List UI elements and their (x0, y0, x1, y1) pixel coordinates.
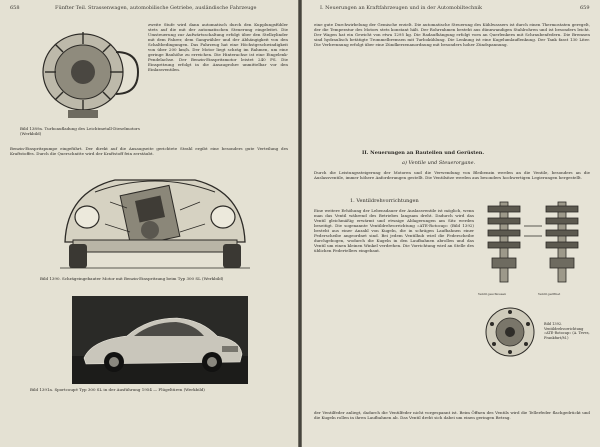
fig-coupe-photo (72, 296, 248, 384)
intro-paragraph: Durch die Leistungssteigerung der Motoren und die Verwendung von Bleibenzin werden an die Ventile, besonders an die Auslassventile, immer höhere Anforderungen gestellt. Die Ventilsitze werden aus besonders hochwertigen Legierungen hergestellt. (314, 170, 590, 180)
sub1-title: 1. Ventildrehvorrichtungen (350, 198, 419, 204)
left-page (0, 0, 298, 447)
right-column-text-top: eine gute Durchwirbelung der Gemische erzielt. Die automatische Steuerung des Kühlwassers ist durch einen Thermostaten geregelt, der die Temperatur des Motors stets konstant hält. Der Rohrrahmen besteht aus dünnwandigen Stahlrohren und ist besonders leicht. Der Wagen hat ein Gewicht von etwa 1295 kg. Die Radaufhängung erfolgt vorn an Querlenkern mit Schraubenfedern. Die Bremsen sind hydraulisch betätigte Trommelbremsen mit Turbokühlung. Die Lenkung ist eine Kugelumlauflenkung. Der Tank fasst 130 Liter. Die Verbrennung erfolgt über eine Zündkerzenanordnung mit besonders hoher Zündspannung. (314, 22, 590, 47)
left-column-text-top: zweite Stufe wird dann automatisch durch den Kupplungsfühler stets auf die mit der automatischen Steuerung eingeleitet. Die Umsteuerung zur Aufwärtsschaltung erfolgt über den Stellzylinder mit dem Fahrer, dem Gangwähler und der Abhängigkeit von den Schaltbedingungen. Das Fahrzeug hat eine Höchstgeschwindigkeit von über 200 km/h. Der Motor liegt schräg im Rahmen, um eine geringe Bauhöhe zu erreichen. Die Hinterachse ist eine Eingelenk-Pendelachse. Der Benzin-Einspritzmotor leistet 240 PS. Die Einspritzung erfolgt in die Ansaugrohre unmittelbar vor den Einlassventilen. (148, 22, 288, 72)
fig-turbo-drawing (28, 22, 143, 122)
valve-label-left: Ventil geschlossen (478, 292, 507, 296)
fig-valve-caption: Bild 1392. Ventildrehvorrichtung »ATE-Rotocap« (A. Teves, Frankfurt/M.) (544, 322, 590, 340)
left-page-number: 658 (10, 5, 20, 11)
body-text: Eine weitere Erhöhung der Lebensdauer der Auslassventile ist möglich, wenn man das Ventil während des Betriebes langsam dreht. Dadurch wird das Ventil gleichmäßig erwärmt und etwaige Ablagerungen am Sitz werden beseitigt. Die sogenannte Ventildrehvorrichtung »ATE-Rotocap« (Bild 1392) besteht aus einer Anzahl von Kugeln, die in schrägen Laufbahnen einer Federscheibe angeordnet sind. Bei jedem Ventilhub wird die Federscheibe durchgebogen, wodurch die Kugeln in den Laufbahnen abrollen und das Ventil um einen kleinen Winkel verdrehen. Die Vorrichtung wird an Stelle des üblichen Federtellers eingebaut. (314, 208, 474, 253)
right-page (302, 0, 600, 447)
left-running-head: Fünfter Teil. Strassenwagen, automobilische Getriebe, ausländische Fahrzeuge (55, 5, 257, 11)
right-running-head: I. Neuerungen an Kraftfahrzeugen und in der Automobiltechnik (320, 5, 483, 11)
right-page-number: 659 (580, 5, 590, 11)
fig-coupe-caption: Bild 1391a. Sportcoupé Typ 300 SL in der Ausführung 1954 — Flügeltüren (Werkbild) (30, 387, 205, 392)
fig-engine-cutaway (55, 162, 255, 272)
subsection-title: a) Ventile und Steuerorgane. (402, 160, 476, 166)
valve-label-right: Ventil geöffnet (538, 292, 561, 296)
fig-turbo-caption: Bild 1389a. Turboaufladung des Leichtmetall-Dieselmotors (Werkbild) (20, 126, 140, 136)
section-title: II. Neuerungen an Bauteilen und Gerüsten. (362, 150, 485, 156)
fig-valve-rotators (480, 196, 596, 291)
right-bottom-text: der Ventilfeder anliegt, dadurch die Ventilfeder nicht vorgespannt ist. Beim Öffnen des Ventils wird die Tellerfeder flachgedrückt und die Kugeln rollen in ihren Laufbahnen ab. Das Ventil dreht sich dabei um einen geringen Betrag. (314, 410, 590, 420)
fig-engine-caption: Bild 1390. Schrägeingebauter Motor mit Benzin-Einspritzung beim Typ 300 SL (Werkbild) (40, 276, 224, 281)
fig-rotocap-detail (482, 300, 542, 365)
left-column-text-mid: Benzin-Einspritzpumpe eingeführt. Der direkt auf die Ansaugseite gerichtete Strahl ergibt eine besonders gute Verteilung des Kraftstoffes. Durch die Querschnitte wird der Kraftstoff fein zerstäubt. (10, 146, 288, 156)
